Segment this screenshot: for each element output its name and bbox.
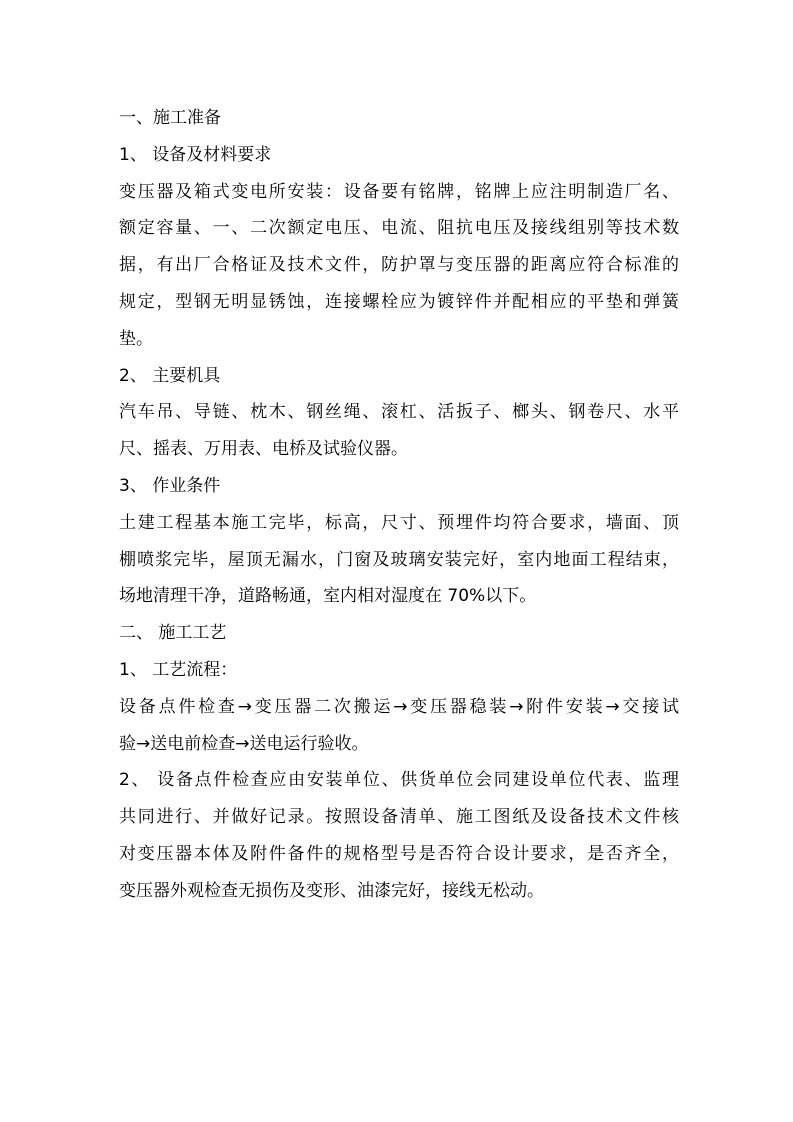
paragraph-line: 2、 设备点件检查应由安装单位、供货单位会同建设单位代表、监理: [119, 770, 679, 791]
paragraph-line: 额定容量、一、二次额定电压、电流、阻抗电压及接线组别等技术数: [119, 218, 679, 239]
subheading-work-conditions: 3、 作业条件: [119, 475, 221, 496]
paragraph-line: 据，有出厂合格证及技术文件，防护罩与变压器的距离应符合标准的: [119, 255, 679, 276]
section-heading-preparation: 一、施工准备: [119, 108, 221, 128]
paragraph-line: 共同进行、并做好记录。按照设备清单、施工图纸及设备技术文件核: [119, 807, 679, 828]
paragraph-line: 变压器外观检查无损伤及变形、油漆完好，接线无松动。: [119, 880, 544, 901]
paragraph-line: 对变压器本体及附件备件的规格型号是否符合设计要求，是否齐全，: [119, 843, 679, 864]
paragraph-line: 汽车吊、导链、枕木、钢丝绳、滚杠、活扳子、榔头、钢卷尺、水平: [119, 402, 679, 423]
paragraph-line: 棚喷浆完毕，屋顶无漏水，门窗及玻璃安装完好，室内地面工程结束，: [119, 549, 679, 570]
subheading-main-tools: 2、 主要机具: [119, 365, 221, 386]
paragraph-line: 场地清理干净，道路畅通，室内相对湿度在 70%以下。: [119, 586, 537, 607]
section-heading-process: 二、 施工工艺: [119, 623, 227, 644]
subheading-equipment-materials: 1、 设备及材料要求: [119, 144, 272, 165]
paragraph-line: 规定，型钢无明显锈蚀，连接螺栓应为镀锌件并配相应的平垫和弹簧: [119, 291, 679, 312]
document-body: [119, 100, 679, 910]
paragraph-line: 尺、摇表、万用表、电桥及试验仪器。: [119, 439, 408, 460]
paragraph-line: 设备点件检查→变压器二次搬运→变压器稳装→附件安装→交接试: [119, 696, 679, 717]
paragraph-line: 垫。: [119, 328, 153, 349]
paragraph-line: 土建工程基本施工完毕，标高，尺寸、预埋件均符合要求，墙面、顶: [119, 512, 679, 533]
subheading-process-flow: 1、 工艺流程：: [119, 659, 238, 680]
paragraph-line: 变压器及箱式变电所安装：设备要有铭牌，铭牌上应注明制造厂名、: [119, 181, 679, 202]
paragraph-line: 验→送电前检查→送电运行验收。: [119, 733, 369, 754]
